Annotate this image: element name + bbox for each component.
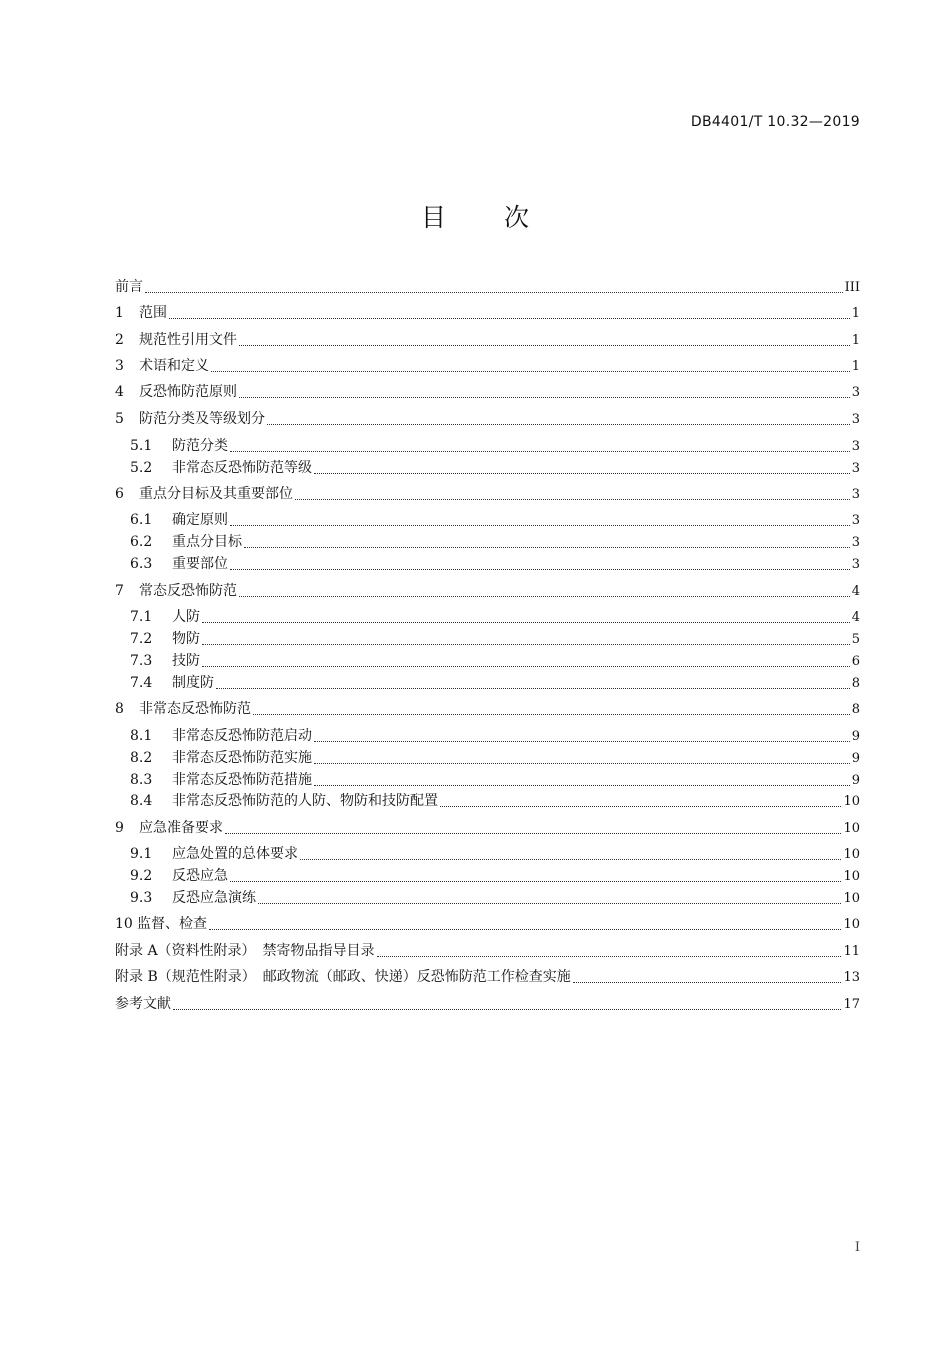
toc-entry-page: 9	[851, 773, 860, 788]
toc-entry-label: 防范分类	[172, 438, 228, 454]
toc-entry-number: 8.4	[130, 793, 153, 809]
toc-entry-label: 前言	[115, 279, 143, 295]
dot-leader	[267, 423, 850, 425]
dot-leader	[239, 595, 850, 597]
toc-entry[interactable]	[115, 993, 860, 1015]
toc-entry[interactable]	[115, 698, 860, 720]
toc-entry-page: 13	[843, 970, 860, 985]
toc-entry[interactable]	[130, 769, 860, 791]
dot-leader	[258, 902, 841, 904]
toc-entry-page: 3	[851, 513, 860, 528]
toc-entry-label: 物防	[172, 631, 200, 647]
toc-entry-label: 确定原则	[172, 512, 228, 528]
dot-leader	[202, 665, 850, 667]
toc-entry-page: 10	[843, 891, 860, 906]
toc-entry[interactable]	[130, 553, 860, 575]
toc-entry-page: 8	[851, 702, 860, 717]
toc-entry-label: 术语和定义	[139, 358, 209, 374]
toc-entry-page: 1	[851, 359, 860, 374]
toc-entry[interactable]	[130, 531, 860, 553]
dot-leader	[230, 880, 841, 882]
toc-entry-number: 9.3	[130, 890, 153, 906]
toc-entry[interactable]	[130, 887, 860, 909]
dot-leader	[173, 1008, 841, 1010]
toc-entry-page: 3	[851, 412, 860, 427]
toc-entry-number: 7	[115, 583, 124, 599]
toc-entry[interactable]	[130, 509, 860, 531]
toc-entry[interactable]	[115, 913, 860, 935]
dot-leader	[145, 291, 843, 293]
toc-entry[interactable]	[130, 672, 860, 694]
toc-title-right: 次	[504, 203, 530, 232]
toc-entry-page: 10	[843, 821, 860, 836]
toc-entry-label: 非常态反恐怖防范实施	[172, 750, 312, 766]
toc-entry-label: 重点分目标	[172, 534, 242, 550]
toc-entry-page: III	[844, 280, 860, 295]
toc-entry[interactable]	[115, 940, 860, 962]
toc-entry-page: 10	[843, 794, 860, 809]
dot-leader	[209, 928, 841, 930]
toc-entry-number: 8.1	[130, 728, 153, 744]
toc-entry-number: 8.3	[130, 772, 153, 788]
toc-entry[interactable]	[115, 966, 860, 988]
toc-entry-number: 7.2	[130, 631, 153, 647]
toc-entry-label: 非常态反恐怖防范等级	[172, 460, 312, 476]
toc-entry-number: 1	[115, 305, 124, 321]
dot-leader	[314, 472, 850, 474]
toc-entry-label: 反恐怖防范原则	[139, 384, 237, 400]
dot-leader	[440, 805, 841, 807]
dot-leader	[573, 981, 842, 983]
toc-entry[interactable]	[115, 355, 860, 377]
dot-leader	[377, 955, 842, 957]
toc-entry-label: 常态反恐怖防范	[139, 583, 237, 599]
toc-entry[interactable]	[130, 435, 860, 457]
toc-entry-label: 制度防	[172, 675, 214, 691]
toc-title	[0, 198, 950, 234]
toc-entry[interactable]	[130, 843, 860, 865]
toc-entry[interactable]	[130, 650, 860, 672]
dot-leader	[314, 784, 850, 786]
toc-entry-number: 6.3	[130, 556, 153, 572]
toc-entry-number: 7.4	[130, 675, 153, 691]
toc-entry-page: 3	[851, 385, 860, 400]
toc-entry[interactable]	[115, 580, 860, 602]
dot-leader	[300, 858, 841, 860]
toc-entry-page: 3	[851, 557, 860, 572]
toc-entry-page: 3	[851, 439, 860, 454]
toc-entry-page: 8	[851, 676, 860, 691]
dot-leader	[314, 762, 850, 764]
toc-entry-label: 非常态反恐怖防范启动	[172, 728, 312, 744]
toc-entry-page: 3	[851, 461, 860, 476]
toc-entry-page: 10	[843, 847, 860, 862]
toc-entry-label: 附录 B（规范性附录） 邮政物流（邮政、快递）反恐怖防范工作检查实施	[115, 969, 571, 985]
toc-entry[interactable]	[115, 381, 860, 403]
toc-entry-page: 17	[843, 997, 860, 1012]
toc-entry-page: 1	[851, 306, 860, 321]
dot-leader	[225, 832, 841, 834]
dot-leader	[253, 713, 850, 715]
dot-leader	[202, 643, 850, 645]
toc-entry-page: 10	[843, 917, 860, 932]
toc-entry[interactable]	[130, 628, 860, 650]
dot-leader	[314, 740, 850, 742]
toc-entry[interactable]	[130, 606, 860, 628]
toc-entry[interactable]	[115, 817, 860, 839]
toc-entry-number: 5.2	[130, 460, 153, 476]
toc-entry-label: 规范性引用文件	[139, 332, 237, 348]
toc-title-left: 目	[420, 203, 446, 232]
toc-entry-number: 5.1	[130, 438, 153, 454]
dot-leader	[295, 498, 850, 500]
toc-entry-label: 非常态反恐怖防范措施	[172, 772, 312, 788]
toc-entry-number: 7.3	[130, 653, 153, 669]
toc-entry-page: 4	[851, 610, 860, 625]
toc-entry[interactable]	[115, 483, 860, 505]
toc-entry-number: 8	[115, 701, 124, 717]
dot-leader	[230, 524, 850, 526]
dot-leader	[230, 568, 850, 570]
dot-leader	[202, 621, 850, 623]
toc-entry-number: 6.1	[130, 512, 153, 528]
dot-leader	[216, 687, 850, 689]
toc-entry-label: 重点分目标及其重要部位	[139, 486, 293, 502]
toc-entry-page: 10	[843, 869, 860, 884]
toc-entry-label: 反恐应急演练	[172, 890, 256, 906]
toc-entry-page: 6	[851, 654, 860, 669]
toc-entry-number: 9.1	[130, 846, 153, 862]
toc-entry-page: 5	[851, 632, 860, 647]
document-code: DB4401/T 10.32—2019	[690, 114, 860, 130]
toc-entry[interactable]	[115, 408, 860, 430]
toc-entry-page: 3	[851, 487, 860, 502]
toc-entry-page: 9	[851, 729, 860, 744]
toc-entry-label: 防范分类及等级划分	[139, 411, 265, 427]
toc-entry-label: 反恐应急	[172, 868, 228, 884]
toc-entry-label: 非常态反恐怖防范	[139, 701, 251, 717]
toc-entry-page: 11	[843, 944, 860, 959]
dot-leader	[244, 546, 850, 548]
toc-entry-label: 附录 A（资料性附录） 禁寄物品指导目录	[115, 943, 375, 959]
toc-entry-number: 7.1	[130, 609, 153, 625]
dot-leader	[239, 396, 850, 398]
toc-entry-number: 2	[115, 332, 124, 348]
toc-entry-page: 9	[851, 751, 860, 766]
toc-entry-page: 3	[851, 535, 860, 550]
page-number: I	[854, 1240, 860, 1255]
toc-entry-label: 参考文献	[115, 996, 171, 1012]
toc-entry[interactable]	[115, 276, 860, 298]
toc-entry-page: 4	[851, 584, 860, 599]
toc-entry-number: 6.2	[130, 534, 153, 550]
toc-entry[interactable]	[115, 302, 860, 324]
toc-entry-label: 技防	[172, 653, 200, 669]
toc-entry-label: 人防	[172, 609, 200, 625]
toc-entry-number: 8.2	[130, 750, 153, 766]
toc-entry-label: 重要部位	[172, 556, 228, 572]
dot-leader	[169, 317, 850, 319]
toc-entry-label: 监督、检查	[137, 916, 207, 932]
toc-entry[interactable]	[130, 865, 860, 887]
toc-entry-number: 6	[115, 486, 124, 502]
dot-leader	[230, 450, 850, 452]
toc-entry-number: 4	[115, 384, 124, 400]
toc-entry-number: 10	[115, 916, 133, 932]
dot-leader	[211, 370, 850, 372]
toc-entry-number: 3	[115, 358, 124, 374]
toc-entry-label: 范围	[139, 305, 167, 321]
toc-entry-number: 5	[115, 411, 124, 427]
toc-entry-number: 9	[115, 820, 124, 836]
toc-entry-label: 应急准备要求	[139, 820, 223, 836]
toc-entry-number: 9.2	[130, 868, 153, 884]
toc-entry[interactable]	[130, 725, 860, 747]
dot-leader	[239, 344, 850, 346]
toc-entry[interactable]	[130, 790, 860, 812]
toc-entry-label: 非常态反恐怖防范的人防、物防和技防配置	[172, 793, 438, 809]
toc-entry-label: 应急处置的总体要求	[172, 846, 298, 862]
toc-entry[interactable]	[130, 747, 860, 769]
toc-entry-page: 1	[851, 333, 860, 348]
toc-entry[interactable]	[130, 457, 860, 479]
toc-entry[interactable]	[115, 329, 860, 351]
